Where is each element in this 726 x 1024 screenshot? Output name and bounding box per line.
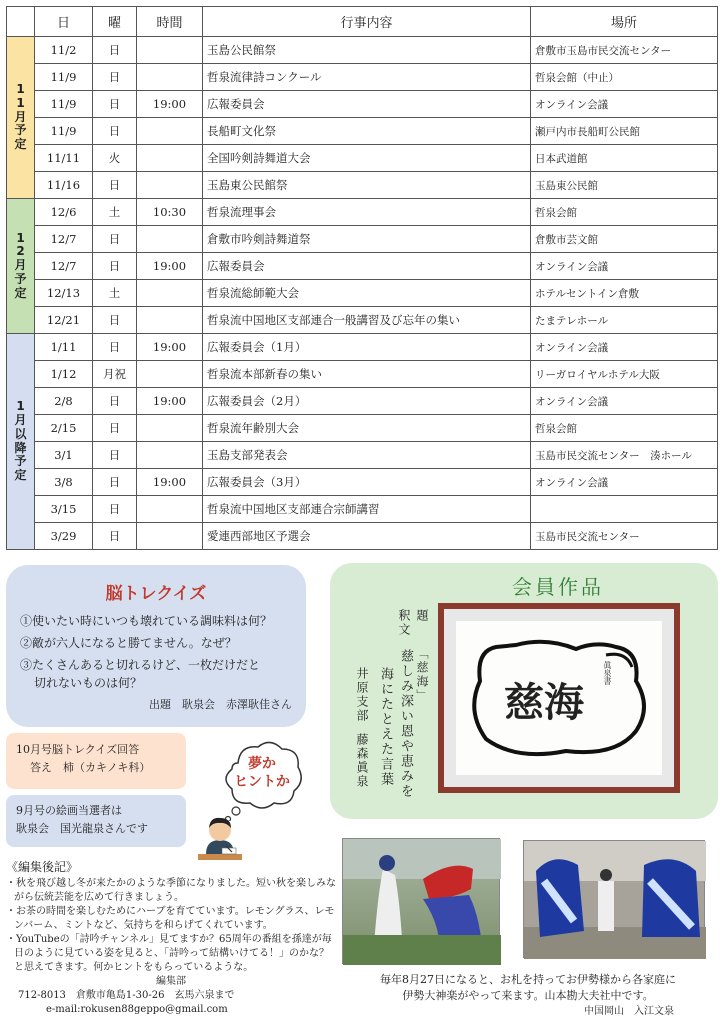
cell-day: 日 [93, 91, 137, 118]
winner-text: 耿泉会 国光龍泉さんです [16, 822, 148, 835]
cell-day: 日 [93, 172, 137, 199]
cell-place: 倉敷市玉島市民交流センター [531, 37, 718, 64]
cell-time [137, 442, 203, 469]
schedule-row [7, 37, 718, 64]
cell-date: 12/6 [35, 199, 93, 226]
cell-event: 広報委員会（3月） [203, 469, 531, 496]
cell-event: 玉島公民館祭 [203, 37, 531, 64]
schedule-row [7, 253, 718, 280]
schedule-row [7, 172, 718, 199]
cell-place: 哲泉会館（中止） [531, 64, 718, 91]
cell-place: オンライン会議 [531, 253, 718, 280]
cell-place: オンライン会議 [531, 469, 718, 496]
bubble-line-1: 夢か [248, 756, 276, 772]
cell-time [137, 523, 203, 550]
schedule-group-label [7, 334, 35, 550]
cell-event: 哲泉流中国地区支部連合一般講習及び忘年の集い [203, 307, 531, 334]
header-time: 時間 [137, 7, 203, 37]
cell-day: 日 [93, 415, 137, 442]
cell-place: 日本武道館 [531, 145, 718, 172]
cell-date: 12/7 [35, 253, 93, 280]
schedule-row [7, 64, 718, 91]
calligraphy-text: 慈海 [504, 679, 584, 726]
cell-date: 12/21 [35, 307, 93, 334]
cell-event: 倉敷市吟剣詩舞道祭 [203, 226, 531, 253]
cell-time: 10:30 [137, 199, 203, 226]
cell-time [137, 172, 203, 199]
member-works-panel [330, 563, 718, 819]
cell-place [531, 496, 718, 523]
quiz-answer-box [6, 733, 186, 789]
cell-date: 11/16 [35, 172, 93, 199]
cell-day: 日 [93, 334, 137, 361]
cell-date: 3/8 [35, 469, 93, 496]
quiz-question-1: ①使いたい時にいつも壊れている調味料は何？ [20, 614, 273, 628]
editor-notes [6, 860, 336, 1017]
photo-caption [342, 972, 714, 1020]
cell-date: 3/29 [35, 523, 93, 550]
cell-time: 19:00 [137, 334, 203, 361]
cell-event: 広報委員会（2月） [203, 388, 531, 415]
cell-time: 19:00 [137, 388, 203, 415]
works-title-text: 「慈海」 [415, 647, 429, 703]
cell-time [137, 496, 203, 523]
cell-event: 広報委員会 [203, 253, 531, 280]
notes-email[interactable]: e-mail:rokusen88geppo@gmail.com [46, 1004, 228, 1015]
schedule-group-label [7, 37, 35, 199]
cell-event: 哲泉流年齢別大会 [203, 415, 531, 442]
group-label-text: 11月予定 [14, 82, 27, 152]
cell-time [137, 37, 203, 64]
cell-place: 玉島東公民館 [531, 172, 718, 199]
cell-date: 2/15 [35, 415, 93, 442]
cell-day: 日 [93, 523, 137, 550]
works-title: 会員作品 [512, 575, 604, 599]
works-verse-2: 海にたとえた言葉 [378, 667, 393, 787]
cell-event: 哲泉流総師範大会 [203, 280, 531, 307]
header-place: 場所 [531, 7, 718, 37]
cell-time [137, 415, 203, 442]
cell-day: 土 [93, 280, 137, 307]
quiz-author: 出題 耿泉会 赤澤耿佳さん [149, 698, 292, 711]
header-date: 日 [35, 7, 93, 37]
schedule-row [7, 469, 718, 496]
cell-place: 瀬戸内市長船町公民館 [531, 118, 718, 145]
cell-day: 日 [93, 307, 137, 334]
cell-time: 19:00 [137, 91, 203, 118]
cell-date: 11/9 [35, 118, 93, 145]
cell-day: 日 [93, 253, 137, 280]
calligraphy-frame [438, 603, 680, 793]
group-header [7, 7, 35, 37]
cell-place: 玉島市民交流センター 湊ホール [531, 442, 718, 469]
quiz-question-3b: 切れないものは何？ [34, 676, 143, 690]
schedule-table [6, 6, 718, 550]
notes-address: 712-8013 倉敷市亀島1-30-26 玄馬六泉まで [18, 990, 235, 1001]
cell-place: ホテルセントイン倉敷 [531, 280, 718, 307]
cell-place: 倉敷市芸文館 [531, 226, 718, 253]
schedule-row [7, 199, 718, 226]
cell-place: リーガロイヤルホテル大阪 [531, 361, 718, 388]
schedule-row [7, 91, 718, 118]
notes-paragraph-2: ・お茶の時間を楽しむためにハーブを育てています。レモングラス、レモンバーム、ミントなど、気持ちを和らげてくれています。 [6, 906, 335, 931]
works-label-shaku: 釈文 [397, 609, 411, 637]
cell-place: オンライン会議 [531, 91, 718, 118]
schedule-row [7, 496, 718, 523]
header-event: 行事内容 [203, 7, 531, 37]
cell-time [137, 280, 203, 307]
schedule-row [7, 361, 718, 388]
schedule-row [7, 280, 718, 307]
quiz-question-2: ②敵が六人になると勝てません。なぜ？ [20, 636, 237, 650]
schedule-row [7, 334, 718, 361]
cell-event: 玉島東公民館祭 [203, 172, 531, 199]
thought-bubble [218, 733, 306, 821]
cell-place: 哲泉会館 [531, 199, 718, 226]
cell-event: 玉島支部発表会 [203, 442, 531, 469]
cell-day: 日 [93, 388, 137, 415]
cell-place: オンライン会議 [531, 388, 718, 415]
schedule-row [7, 307, 718, 334]
cell-date: 1/12 [35, 361, 93, 388]
header-day: 曜 [93, 7, 137, 37]
cell-date: 3/1 [35, 442, 93, 469]
photo-kagura-left [342, 838, 500, 964]
schedule-row [7, 145, 718, 172]
cell-date: 11/9 [35, 91, 93, 118]
group-label-text: 12月予定 [14, 230, 27, 300]
caption-line-1: 毎年8月27日になると、お札を持ってお伊勢様から各家庭に [380, 973, 676, 986]
cell-day: 日 [93, 64, 137, 91]
schedule-row [7, 523, 718, 550]
cell-time [137, 361, 203, 388]
cell-time: 19:00 [137, 253, 203, 280]
cell-day: 日 [93, 496, 137, 523]
cell-event: 愛連西部地区予選会 [203, 523, 531, 550]
cell-event: 全国吟剣詩舞道大会 [203, 145, 531, 172]
cell-time [137, 118, 203, 145]
winner-box [6, 795, 186, 847]
schedule-row [7, 442, 718, 469]
cell-place: 玉島市民交流センター [531, 523, 718, 550]
schedule-group-label [7, 199, 35, 334]
cell-place: オンライン会議 [531, 334, 718, 361]
notes-paragraph-1: ・秋を飛び越し冬が来たかのような季節になりました。短い秋を楽しみながら伝統芸能を広めて行きましょう。 [6, 878, 336, 903]
schedule-row [7, 415, 718, 442]
cell-time [137, 307, 203, 334]
cell-time: 19:00 [137, 469, 203, 496]
quiz-question-3a: ③たくさんあると切れるけど、一枚だけだと [20, 658, 261, 672]
cell-event: 哲泉流律詩コンクール [203, 64, 531, 91]
cell-time [137, 64, 203, 91]
cell-event: 広報委員会（1月） [203, 334, 531, 361]
cell-date: 2/8 [35, 388, 93, 415]
notes-title: 《編集後記》 [6, 860, 79, 874]
cell-event: 長船町文化祭 [203, 118, 531, 145]
cell-event: 哲泉流本部新春の集い [203, 361, 531, 388]
cell-day: 日 [93, 469, 137, 496]
calligraphy-artwork [456, 621, 662, 775]
cell-event: 哲泉流理事会 [203, 199, 531, 226]
bubble-line-2: ヒントか [234, 774, 290, 790]
works-label-dai: 題 [415, 609, 429, 623]
cell-event: 哲泉流中国地区支部連合宗師講習 [203, 496, 531, 523]
cell-time [137, 145, 203, 172]
cell-day: 火 [93, 145, 137, 172]
cell-day: 月祝 [93, 361, 137, 388]
answer-text: 答え 柿（カキノキ科） [30, 761, 151, 774]
photo-kagura-right [523, 840, 705, 958]
calligraphy-signature: 眞泉書 [603, 661, 612, 685]
caption-line-2: 伊勢大神楽がやって来ます。山本勘大夫社中です。 [402, 989, 654, 1002]
cell-date: 11/9 [35, 64, 93, 91]
cell-date: 12/13 [35, 280, 93, 307]
notes-paragraph-3: ・YouTubeの「詩吟チャンネル」見てますか？65周年の番組を孫達が毎日のように見ている姿を見ると、「詩吟って結構いけてる！」のかな？と思えてきます。何かヒントをもらっているような。 [6, 934, 332, 973]
schedule-row [7, 118, 718, 145]
answer-heading: 10月号脳トレクイズ回答 [16, 743, 140, 756]
schedule-row [7, 226, 718, 253]
cell-day: 日 [93, 442, 137, 469]
brain-quiz-panel [6, 565, 306, 727]
cell-date: 11/2 [35, 37, 93, 64]
schedule-row [7, 388, 718, 415]
works-branch: 井原支部 [355, 667, 369, 723]
cell-event: 広報委員会 [203, 91, 531, 118]
schedule-header-row [7, 7, 718, 37]
works-verse-1: 慈しみ深い恩や恵みを [398, 649, 413, 799]
quiz-title: 脳トレクイズ [105, 584, 207, 604]
group-label-text: 1月以降予定 [14, 399, 27, 483]
winner-heading: 9月号の絵画当選者は [16, 804, 122, 817]
cell-day: 日 [93, 37, 137, 64]
cell-place: 哲泉会館 [531, 415, 718, 442]
cell-date: 3/15 [35, 496, 93, 523]
cell-day: 日 [93, 226, 137, 253]
cell-date: 1/11 [35, 334, 93, 361]
caption-author: 中国岡山 入江文泉 [584, 1006, 674, 1017]
notes-editor: 編集部 [156, 976, 186, 987]
cell-time [137, 226, 203, 253]
works-author: 藤森眞泉 [355, 733, 369, 789]
cell-day: 日 [93, 118, 137, 145]
cell-date: 11/11 [35, 145, 93, 172]
cell-date: 12/7 [35, 226, 93, 253]
cell-place: たまテレホール [531, 307, 718, 334]
cell-day: 土 [93, 199, 137, 226]
